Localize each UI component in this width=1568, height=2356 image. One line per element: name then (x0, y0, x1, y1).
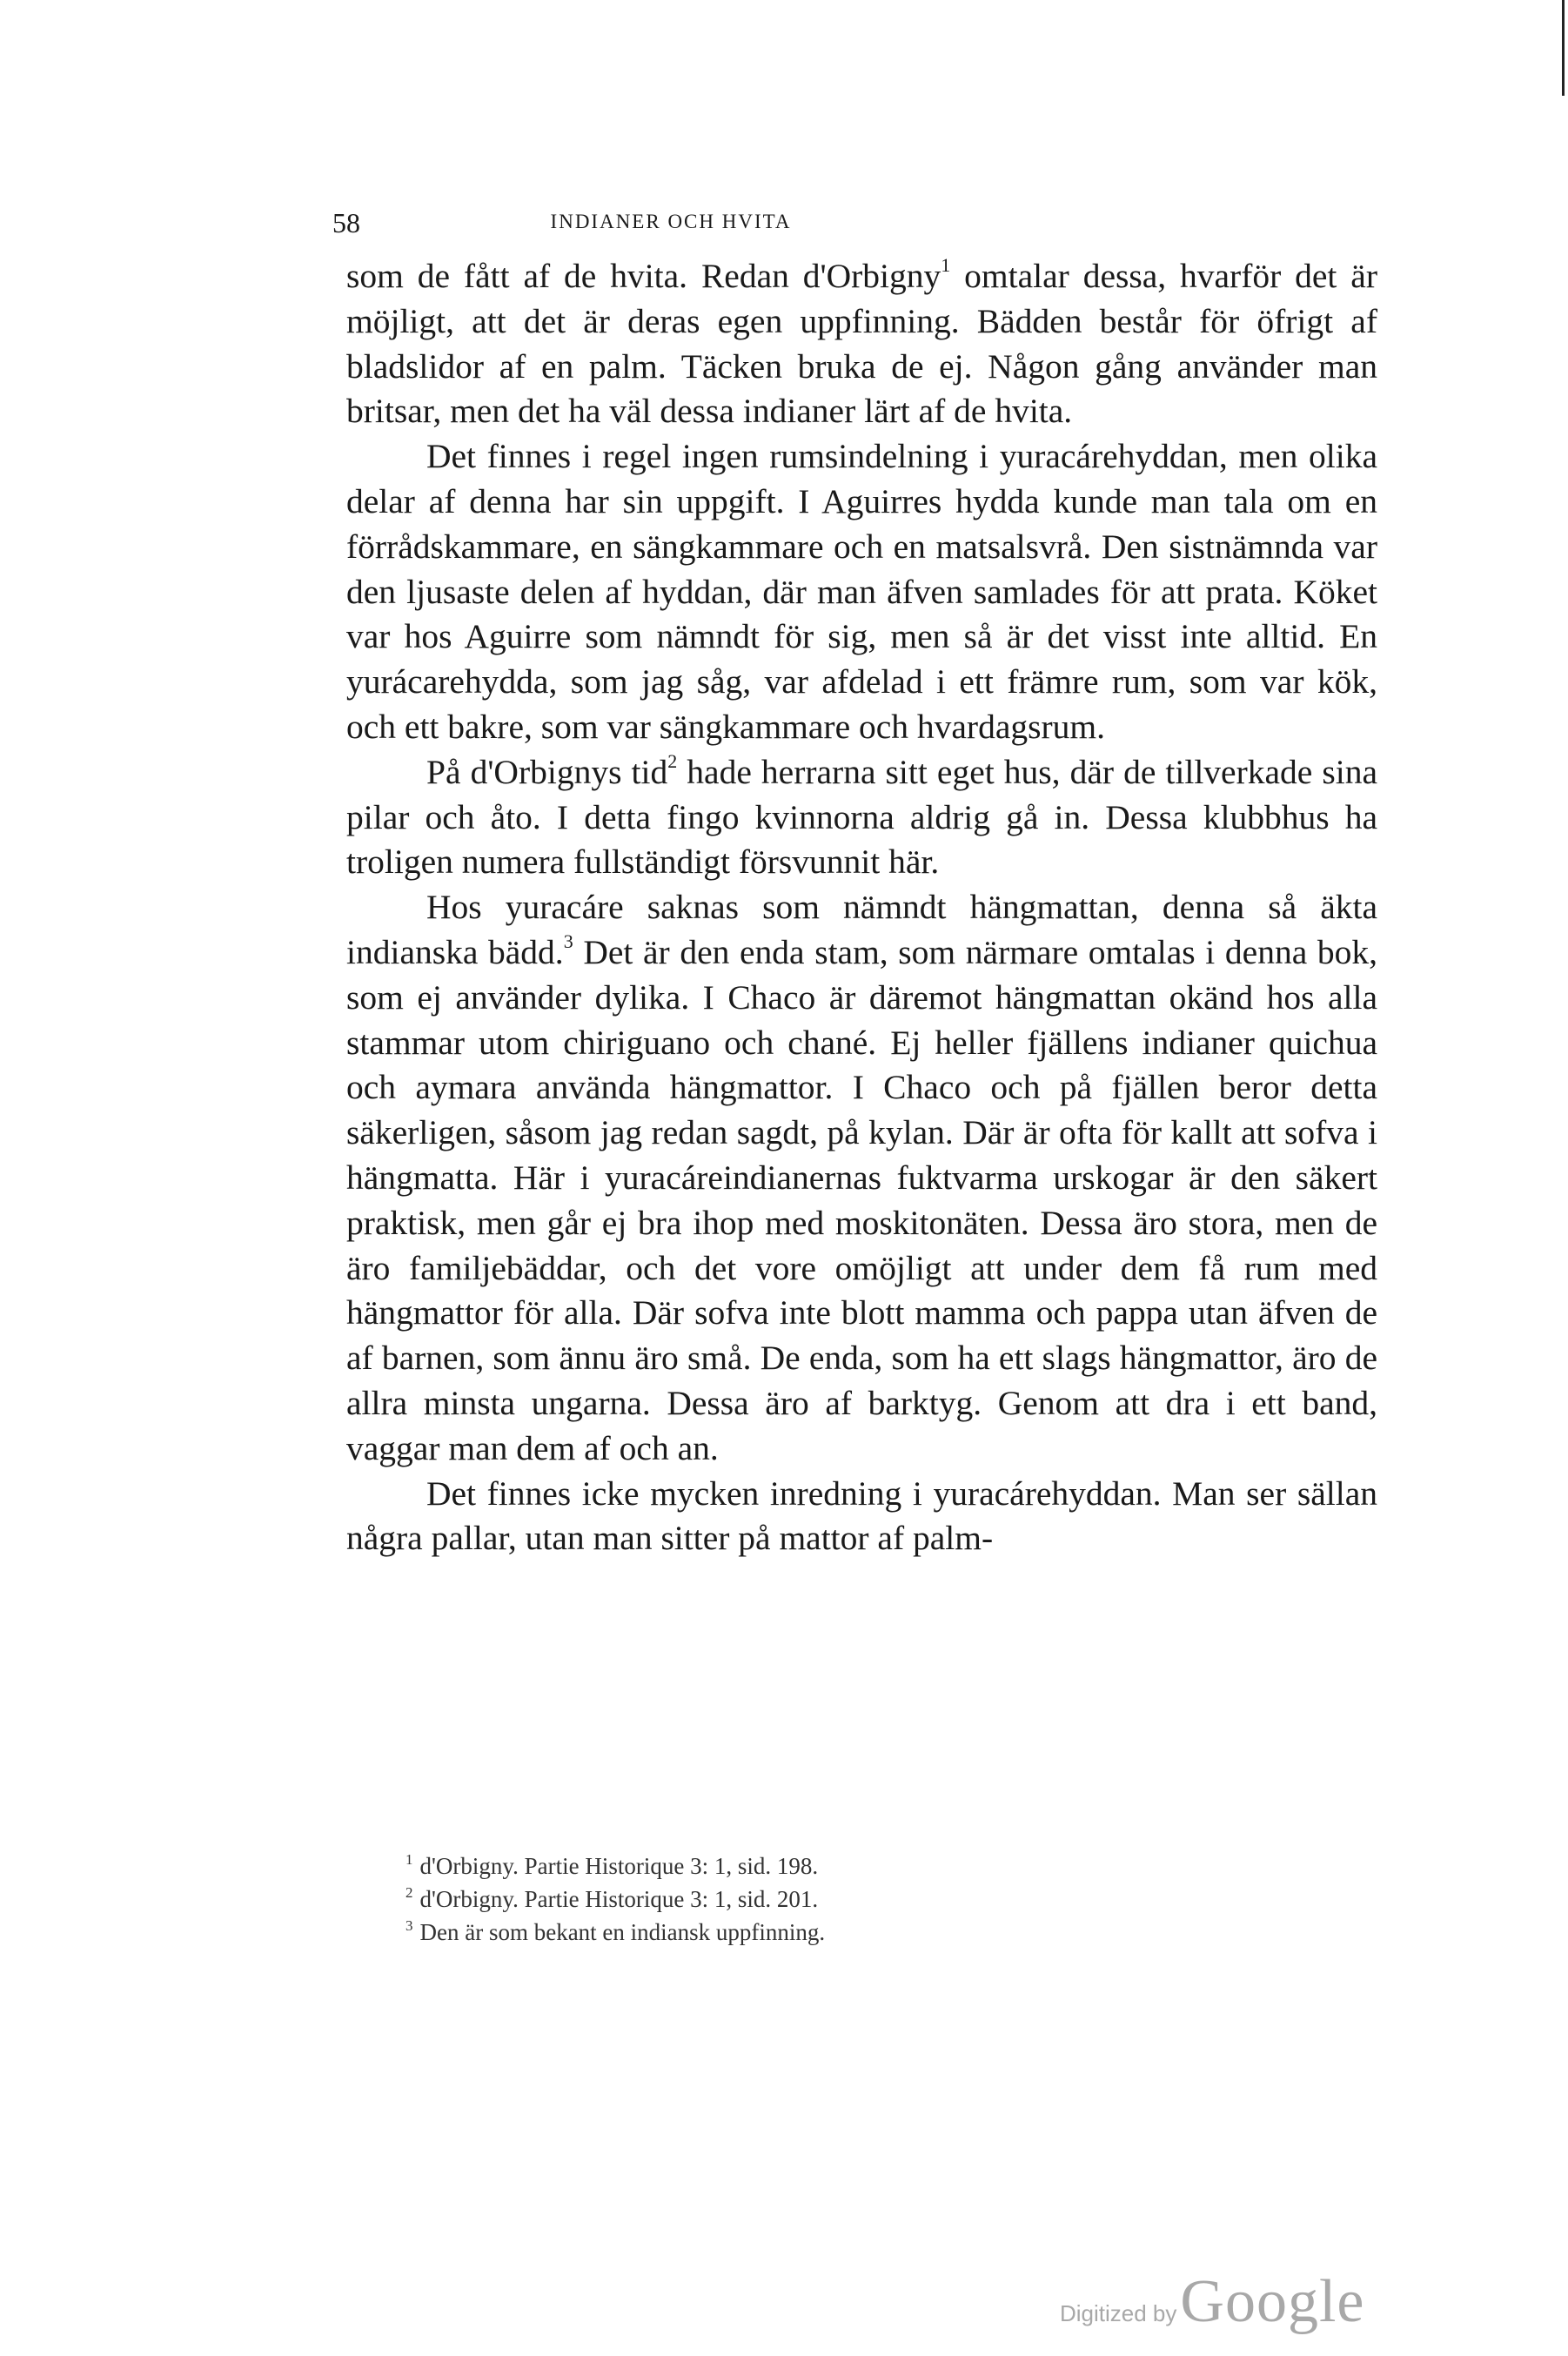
watermark-prefix: Digitized by (1060, 2300, 1177, 2326)
watermark-brand: Google (1180, 2268, 1365, 2335)
footnote-1: $^1$ d'Orbigny. Partie Historique 3: 1, sid. 198. (405, 1851, 819, 1879)
paragraph-4: Hos yuracáre saknas som nämndt hängmattan, denna så äkta indianska bädd.$^3$ Det är den enda stam, som närmare omtalas i denna bok, som ej använder dylika. I Chaco är däremot hängmattan okänd hos alla stammar utom chiriguano och chané. Ej heller fjällens indianer quichua och aymara använda hängmattor. I Chaco och på fjällen beror detta säkerligen, såsom jag redan sagdt, på kylan. Där är ofta för kallt att sofva i hängmatta. Här i yuracáreindianernas fuktvarma urskogar är den säkert praktisk, men går ej bra ihop med moskitonäten. Dessa äro stora, men de äro familjebäddar, och det vore omöjligt att under dem få rum med hängmattor för alla. Där sofva inte blott mamma och pappa utan äfven de af barnen, som ännu äro små. De enda, som ha ett slags hängmattor, äro de allra minsta ungarna. Dessa äro af barktyg. Genom att dra i ett band, vaggar man dem af och an. (346, 888, 1377, 1467)
footnote-3: $^3$ Den är som bekant en indiansk uppfinning. (405, 1917, 826, 1945)
paragraph-2: Det finnes i regel ingen rumsindelning i yuracárehyddan, men olika delar af denna har sin uppgift. I Aguirres hydda kunde man tala om en förrådskammare, en sängkammare och en matsalsvrå. Den sistnämnda var den ljusaste delen af hyddan, där man äfven samlades för att prata. Köket var hos Aguirre som nämndt för sig, men så är det visst inte alltid. En yurácarehydda, som jag såg, var afdelad i ett främre rum, som var kök, och ett bakre, som var sängkammare och hvardagsrum. (346, 437, 1377, 746)
footnote-ref-3: 3 (563, 930, 573, 952)
body-text (346, 254, 1377, 1561)
page-number: 58 (332, 207, 360, 238)
footnote-2: $^2$ d'Orbigny. Partie Historique 3: 1, sid. 201. (405, 1884, 819, 1912)
page-header (332, 207, 1009, 242)
footnotes (405, 1849, 825, 1949)
page-edge-mark (1562, 0, 1565, 96)
paragraph-3: På d'Orbignys tid$^2$ hade herrarna sitt eget hus, där de tillverkade sina pilar och åto. I detta fingo kvinnorna aldrig gå in. Dessa klubbhus ha troligen numera fullständigt försvunnit här. (346, 749, 1378, 882)
digitized-watermark (1060, 2267, 1364, 2337)
footnote-ref-2: 2 (667, 749, 678, 772)
paragraph-5: Det finnes icke mycken inredning i yuracárehyddan. Man ser sällan några pallar, utan man sitter på mattor af palm- (346, 1473, 1377, 1558)
paragraph-1: som de fått af de hvita. Redan d'Orbigny$^1$ omtalar dessa, hvarför det är möjligt, att det är deras egen uppfinning. Bädden består för öfrigt af bladslidor af en palm. Täcken bruka de ej. Någon gång använder man britsar, men det ha väl dessa indianer lärt af de hvita. (346, 254, 1377, 431)
footnote-ref-1: 1 (941, 254, 951, 276)
running-head: INDIANER OCH HVITA (550, 211, 792, 232)
